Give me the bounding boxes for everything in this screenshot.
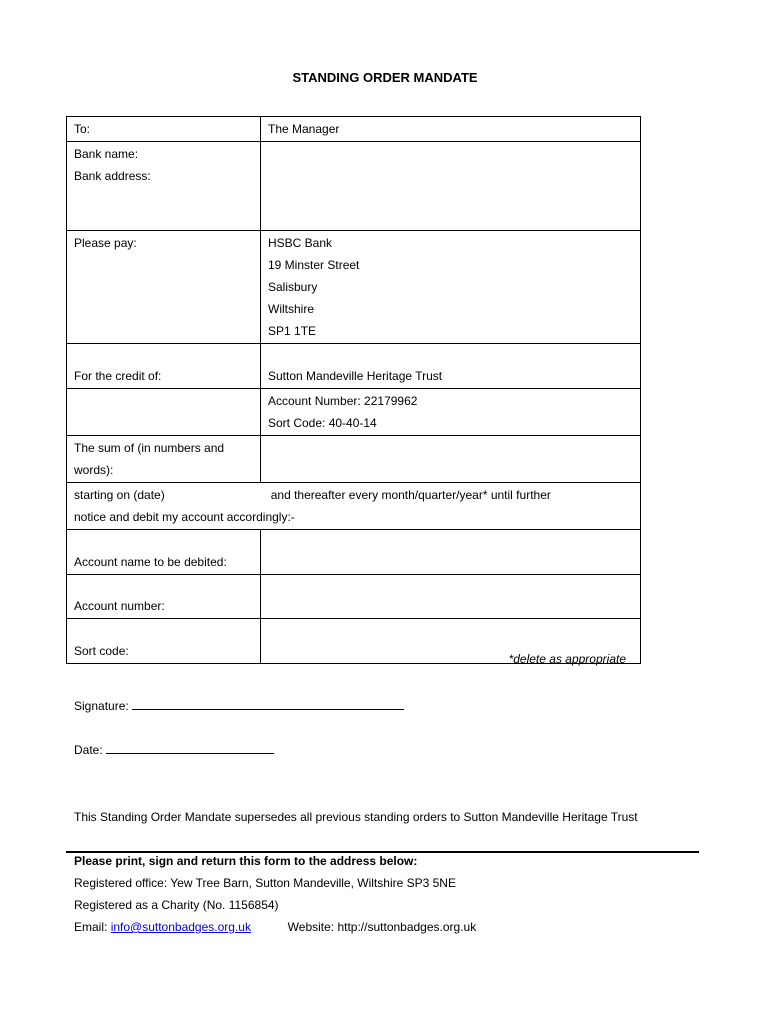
- payee-address-line: Salisbury: [268, 280, 318, 294]
- sum-label-line: The sum of (in numbers and: [74, 441, 225, 455]
- sum-field[interactable]: [261, 436, 641, 483]
- payee-sort-code: Sort Code: 40-40-14: [268, 416, 377, 430]
- payee-address-line: HSBC Bank: [268, 236, 333, 250]
- starting-cell: [67, 483, 641, 530]
- starting-row: [67, 483, 641, 530]
- payee-account-number: Account Number: 22179962: [268, 394, 418, 408]
- credit-label: For the credit of:: [67, 344, 261, 389]
- email-link[interactable]: info@suttonbadges.org.uk: [110, 920, 251, 934]
- divider: [66, 851, 699, 853]
- bank-name-label: Bank name:: [74, 147, 139, 161]
- contact-line: [74, 920, 476, 934]
- starting-label: starting on (date): [74, 488, 165, 502]
- supersede-text: This Standing Order Mandate supersedes all previous standing orders to Sutton Mandeville Heritage Trust: [74, 810, 638, 824]
- registered-office: Registered office: Yew Tree Barn, Sutton Mandeville, Wiltshire SP3 5NE: [74, 876, 456, 890]
- website-text: Website: http://suttonbadges.org.uk: [287, 920, 477, 934]
- bank-details-field[interactable]: [261, 142, 641, 231]
- email-label: Email:: [74, 920, 108, 934]
- delete-note: *delete as appropriate: [508, 652, 626, 666]
- account-number-field[interactable]: [261, 575, 641, 619]
- to-value: The Manager: [261, 117, 641, 142]
- account-details-row: [67, 389, 641, 436]
- signature-label: Signature:: [74, 699, 129, 713]
- page-title: STANDING ORDER MANDATE: [292, 70, 478, 85]
- account-name-label: Account name to be debited:: [67, 530, 261, 575]
- charity-number: Registered as a Charity (No. 1156854): [74, 898, 279, 912]
- account-name-field[interactable]: [261, 530, 641, 575]
- sort-code-label: Sort code:: [67, 619, 261, 664]
- to-row: [67, 117, 641, 142]
- sum-label-line: words):: [74, 463, 114, 477]
- to-label: To:: [67, 117, 261, 142]
- signature-line: [74, 696, 404, 713]
- payee-address-line: Wiltshire: [268, 302, 315, 316]
- sum-row: [67, 436, 641, 483]
- payee-address-cell: [261, 231, 641, 344]
- please-pay-row: [67, 231, 641, 344]
- print-instruction: Please print, sign and return this form to the address below:: [74, 854, 418, 868]
- date-field[interactable]: [106, 740, 274, 754]
- payee-address-line: 19 Minster Street: [268, 258, 360, 272]
- please-pay-label: Please pay:: [67, 231, 261, 344]
- bank-address-label: Bank address:: [74, 169, 151, 183]
- starting-line: [74, 484, 633, 506]
- thereafter-text: and thereafter every month/quarter/year* until further: [270, 488, 551, 502]
- sum-label-cell: [67, 436, 261, 483]
- payee-address-line: SP1 1TE: [268, 324, 317, 338]
- date-line: [74, 740, 274, 757]
- mandate-form-table: [66, 116, 641, 664]
- signature-field[interactable]: [132, 696, 404, 710]
- notice-text: notice and debit my account accordingly:-: [74, 510, 295, 524]
- account-details-cell: [261, 389, 641, 436]
- bank-labels-cell: [67, 142, 261, 231]
- date-label: Date:: [74, 743, 103, 757]
- bank-row: [67, 142, 641, 231]
- account-details-blank: [67, 389, 261, 436]
- credit-row: [67, 344, 641, 389]
- account-number-row: [67, 575, 641, 619]
- credit-value: Sutton Mandeville Heritage Trust: [261, 344, 641, 389]
- account-number-label: Account number:: [67, 575, 261, 619]
- account-name-row: [67, 530, 641, 575]
